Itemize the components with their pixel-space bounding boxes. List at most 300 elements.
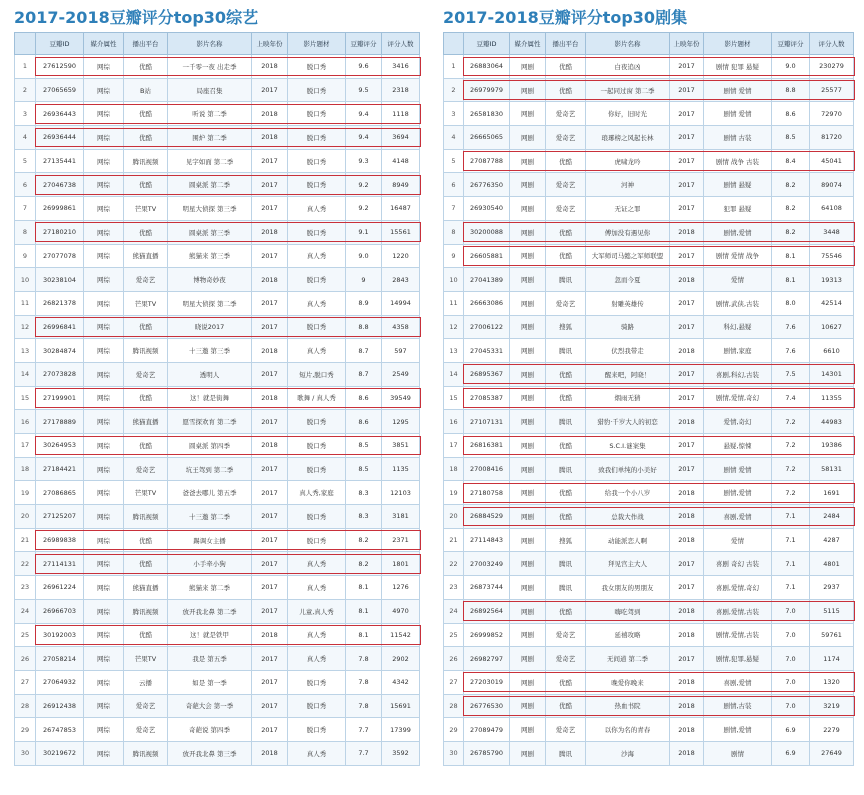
drama-cell-genre: 剧情,爱情 — [704, 718, 772, 742]
drama-cell-media-type: 网剧 — [510, 670, 546, 694]
drama-cell-title: 傅加没有遇见你 — [586, 220, 670, 244]
drama-cell-genre: 剧情 — [704, 741, 772, 765]
variety-cell-media-type: 网综 — [84, 291, 124, 315]
variety-cell-title: 局座召集 — [168, 78, 252, 102]
drama-cell-platform: 腾讯 — [546, 457, 586, 481]
drama-cell-title: 河神 — [586, 173, 670, 197]
drama-cell-rating-count: 72970 — [810, 102, 854, 126]
variety-cell-title: 圆桌派 第四季 — [168, 434, 252, 458]
drama-cell-title: S.C.I.谜案集 — [586, 434, 670, 458]
drama-cell-genre: 喜剧,科幻,古装 — [704, 362, 772, 386]
drama-cell-year: 2017 — [670, 315, 704, 339]
variety-cell-year: 2018 — [252, 623, 288, 647]
variety-cell-title: 透明人 — [168, 362, 252, 386]
variety-cell-title: 圆桌派 第二季 — [168, 173, 252, 197]
variety-cell-year: 2018 — [252, 741, 288, 765]
drama-cell-rating-count: 42514 — [810, 291, 854, 315]
drama-cell-score: 7.0 — [772, 647, 810, 671]
variety-cell-score: 8.6 — [346, 386, 382, 410]
variety-cell-platform: 云播 — [124, 670, 168, 694]
drama-cell-year: 2018 — [670, 623, 704, 647]
drama-cell-title: 我女朋友的男朋友 — [586, 576, 670, 600]
table-row — [15, 220, 420, 244]
drama-cell-year: 2018 — [670, 694, 704, 718]
drama-cell-douban-id: 27003249 — [464, 552, 510, 576]
drama-cell-media-type: 网剧 — [510, 457, 546, 481]
drama-cell-douban-id: 26776530 — [464, 694, 510, 718]
drama-cell-rating-count: 44983 — [810, 410, 854, 434]
drama-cell-score: 7.5 — [772, 362, 810, 386]
drama-cell-genre: 剧情,武侠,古装 — [704, 291, 772, 315]
variety-cell-media-type: 网综 — [84, 173, 124, 197]
variety-cell-platform: 优酷 — [124, 434, 168, 458]
variety-cell-year: 2017 — [252, 599, 288, 623]
variety-cell-score: 9.1 — [346, 220, 382, 244]
variety-cell-platform: 腾讯视频 — [124, 149, 168, 173]
variety-cell-rank: 22 — [15, 552, 36, 576]
drama-cell-rank: 28 — [444, 694, 464, 718]
drama-header-row — [444, 33, 854, 55]
variety-cell-year: 2018 — [252, 268, 288, 292]
variety-cell-rank: 30 — [15, 741, 36, 765]
variety-cell-platform: 芒果TV — [124, 291, 168, 315]
variety-cell-media-type: 网综 — [84, 481, 124, 505]
drama-cell-platform: 优酷 — [546, 220, 586, 244]
variety-cell-douban-id: 27199901 — [36, 386, 84, 410]
variety-cell-year: 2017 — [252, 173, 288, 197]
variety-cell-year: 2017 — [252, 670, 288, 694]
drama-cell-genre: 剧情 犯罪 悬疑 — [704, 55, 772, 79]
variety-cell-year: 2017 — [252, 362, 288, 386]
drama-cell-platform: 优酷 — [546, 434, 586, 458]
drama-cell-media-type: 网剧 — [510, 197, 546, 221]
drama-cell-score: 7.6 — [772, 339, 810, 363]
drama-cell-douban-id: 27041389 — [464, 268, 510, 292]
variety-cell-rating-count: 2549 — [382, 362, 420, 386]
variety-header-rating-count: 评分人数 — [382, 33, 420, 55]
drama-cell-platform: 优酷 — [546, 505, 586, 529]
drama-cell-douban-id: 26816381 — [464, 434, 510, 458]
variety-cell-year: 2018 — [252, 126, 288, 150]
drama-cell-rank: 17 — [444, 434, 464, 458]
drama-cell-score: 8.4 — [772, 149, 810, 173]
drama-cell-title: 射雕英雄传 — [586, 291, 670, 315]
variety-cell-genre: 脱口秀 — [288, 220, 346, 244]
drama-cell-year: 2017 — [670, 149, 704, 173]
table-row — [444, 741, 854, 765]
variety-cell-rank: 6 — [15, 173, 36, 197]
drama-table — [443, 32, 854, 766]
variety-cell-rank: 23 — [15, 576, 36, 600]
variety-cell-rating-count: 4358 — [382, 315, 420, 339]
variety-cell-rating-count: 597 — [382, 339, 420, 363]
variety-cell-genre: 脱口秀 — [288, 149, 346, 173]
variety-cell-platform: 优酷 — [124, 552, 168, 576]
variety-cell-platform: 优酷 — [124, 220, 168, 244]
drama-cell-platform: 优酷 — [546, 599, 586, 623]
variety-cell-platform: 熊猫直播 — [124, 244, 168, 268]
variety-cell-genre: 脱口秀 — [288, 55, 346, 79]
variety-cell-score: 9.2 — [346, 197, 382, 221]
table-row — [15, 481, 420, 505]
drama-cell-title: 沙海 — [586, 741, 670, 765]
drama-cell-genre: 剧情 爱情 战争 — [704, 244, 772, 268]
drama-cell-genre: 剧情,犯罪,悬疑 — [704, 647, 772, 671]
variety-cell-genre: 脱口秀 — [288, 102, 346, 126]
drama-cell-score: 7.2 — [772, 457, 810, 481]
drama-cell-platform: 优酷 — [546, 244, 586, 268]
drama-cell-title: 琅琊榜之风起长林 — [586, 126, 670, 150]
variety-cell-year: 2017 — [252, 78, 288, 102]
drama-cell-score: 8.5 — [772, 126, 810, 150]
drama-cell-title: 无间道 第二季 — [586, 647, 670, 671]
variety-cell-score: 8.5 — [346, 457, 382, 481]
variety-header-score: 豆瓣评分 — [346, 33, 382, 55]
drama-cell-score: 8.2 — [772, 220, 810, 244]
drama-cell-douban-id: 27085387 — [464, 386, 510, 410]
drama-cell-genre: 剧情 爱情 — [704, 78, 772, 102]
variety-cell-score: 9.2 — [346, 173, 382, 197]
variety-cell-year: 2017 — [252, 528, 288, 552]
variety-cell-title: 一千零一夜 出走季 — [168, 55, 252, 79]
drama-cell-media-type: 网剧 — [510, 244, 546, 268]
drama-cell-title: 给我一个小八岁 — [586, 481, 670, 505]
drama-cell-title: 骑路 — [586, 315, 670, 339]
drama-cell-year: 2017 — [670, 434, 704, 458]
drama-cell-score: 6.9 — [772, 718, 810, 742]
drama-cell-year: 2017 — [670, 291, 704, 315]
variety-cell-rating-count: 4342 — [382, 670, 420, 694]
drama-cell-rank: 25 — [444, 623, 464, 647]
drama-cell-genre: 喜剧,爱情 — [704, 505, 772, 529]
drama-cell-year: 2017 — [670, 647, 704, 671]
table-row — [444, 576, 854, 600]
variety-cell-rating-count: 1135 — [382, 457, 420, 481]
drama-cell-douban-id: 26873744 — [464, 576, 510, 600]
table-row — [15, 741, 420, 765]
variety-header-douban-id: 豆瓣ID — [36, 33, 84, 55]
drama-cell-rating-count: 89074 — [810, 173, 854, 197]
variety-cell-rank: 27 — [15, 670, 36, 694]
variety-cell-title: 十三邀 第二季 — [168, 505, 252, 529]
variety-cell-genre: 脱口秀 — [288, 268, 346, 292]
drama-cell-douban-id: 26982797 — [464, 647, 510, 671]
variety-cell-platform: 腾讯视频 — [124, 599, 168, 623]
variety-cell-media-type: 网综 — [84, 576, 124, 600]
variety-header-media-type: 媒介属性 — [84, 33, 124, 55]
variety-cell-rank: 21 — [15, 528, 36, 552]
variety-cell-douban-id: 27086865 — [36, 481, 84, 505]
variety-cell-title: 小手牵小狗 — [168, 552, 252, 576]
drama-cell-genre: 犯罪 悬疑 — [704, 197, 772, 221]
variety-cell-media-type: 网综 — [84, 457, 124, 481]
variety-cell-douban-id: 26966703 — [36, 599, 84, 623]
drama-cell-year: 2018 — [670, 670, 704, 694]
drama-cell-platform: 腾讯 — [546, 576, 586, 600]
drama-cell-media-type: 网剧 — [510, 315, 546, 339]
variety-cell-platform: 爱奇艺 — [124, 362, 168, 386]
variety-header-year: 上映年份 — [252, 33, 288, 55]
variety-cell-platform: 熊猫直播 — [124, 410, 168, 434]
variety-cell-title: 明星大侦探 第二季 — [168, 291, 252, 315]
drama-cell-year: 2017 — [670, 244, 704, 268]
variety-table — [14, 32, 420, 766]
variety-cell-score: 9 — [346, 268, 382, 292]
drama-cell-score: 7.0 — [772, 623, 810, 647]
variety-cell-douban-id: 26989838 — [36, 528, 84, 552]
variety-cell-rating-count: 1801 — [382, 552, 420, 576]
drama-cell-douban-id: 26930540 — [464, 197, 510, 221]
variety-cell-score: 8.5 — [346, 434, 382, 458]
variety-cell-media-type: 网综 — [84, 741, 124, 765]
drama-cell-media-type: 网剧 — [510, 410, 546, 434]
variety-cell-rating-count: 1276 — [382, 576, 420, 600]
variety-cell-rating-count: 39549 — [382, 386, 420, 410]
drama-cell-media-type: 网剧 — [510, 623, 546, 647]
drama-cell-genre: 剧情 战争 古装 — [704, 149, 772, 173]
variety-cell-douban-id: 27046738 — [36, 173, 84, 197]
variety-cell-rating-count: 3416 — [382, 55, 420, 79]
drama-cell-rating-count: 25577 — [810, 78, 854, 102]
variety-cell-rank: 3 — [15, 102, 36, 126]
drama-cell-media-type: 网剧 — [510, 576, 546, 600]
drama-cell-rank: 26 — [444, 647, 464, 671]
variety-cell-title: 放开我北鼻 第三季 — [168, 741, 252, 765]
variety-cell-douban-id: 27065659 — [36, 78, 84, 102]
table-row — [15, 173, 420, 197]
variety-header-row — [15, 33, 420, 55]
drama-cell-rating-count: 10627 — [810, 315, 854, 339]
variety-cell-year: 2018 — [252, 55, 288, 79]
table-row — [444, 410, 854, 434]
drama-cell-platform: 爱奇艺 — [546, 647, 586, 671]
drama-cell-platform: 爱奇艺 — [546, 197, 586, 221]
variety-cell-media-type: 网综 — [84, 268, 124, 292]
drama-header-genre: 影片题材 — [704, 33, 772, 55]
drama-cell-genre: 喜剧 奇幻 古装 — [704, 552, 772, 576]
drama-cell-rank: 24 — [444, 599, 464, 623]
variety-cell-rank: 20 — [15, 505, 36, 529]
drama-cell-rank: 30 — [444, 741, 464, 765]
variety-cell-douban-id: 27114131 — [36, 552, 84, 576]
variety-cell-rank: 2 — [15, 78, 36, 102]
table-row — [444, 173, 854, 197]
variety-cell-platform: 优酷 — [124, 55, 168, 79]
variety-cell-rating-count: 12103 — [382, 481, 420, 505]
variety-cell-douban-id: 26912438 — [36, 694, 84, 718]
table-row — [15, 362, 420, 386]
drama-cell-rank: 20 — [444, 505, 464, 529]
drama-cell-year: 2017 — [670, 102, 704, 126]
drama-cell-year: 2018 — [670, 481, 704, 505]
drama-cell-genre: 爱情,奇幻 — [704, 410, 772, 434]
drama-cell-rating-count: 81720 — [810, 126, 854, 150]
variety-cell-score: 8.9 — [346, 291, 382, 315]
drama-cell-douban-id: 27006122 — [464, 315, 510, 339]
variety-cell-genre: 真人秀 — [288, 623, 346, 647]
variety-cell-score: 7.8 — [346, 647, 382, 671]
variety-cell-score: 9.5 — [346, 78, 382, 102]
drama-cell-douban-id: 27114843 — [464, 528, 510, 552]
table-row — [444, 647, 854, 671]
drama-cell-platform: 腾讯 — [546, 741, 586, 765]
table-row — [444, 718, 854, 742]
variety-cell-score: 8.7 — [346, 339, 382, 363]
variety-cell-year: 2017 — [252, 244, 288, 268]
drama-cell-score: 8.6 — [772, 102, 810, 126]
variety-cell-score: 9.4 — [346, 126, 382, 150]
drama-title: 2017-2018豆瓣评分top30剧集 — [443, 8, 688, 27]
drama-cell-douban-id: 27045331 — [464, 339, 510, 363]
variety-cell-genre: 脱口秀 — [288, 670, 346, 694]
variety-cell-rank: 9 — [15, 244, 36, 268]
drama-cell-genre: 剧情,爱情 — [704, 481, 772, 505]
drama-cell-title: 拜见宫主大人 — [586, 552, 670, 576]
variety-cell-year: 2017 — [252, 505, 288, 529]
variety-cell-genre: 真人秀 — [288, 197, 346, 221]
drama-cell-rank: 8 — [444, 220, 464, 244]
variety-cell-rank: 12 — [15, 315, 36, 339]
variety-cell-media-type: 网综 — [84, 149, 124, 173]
drama-cell-genre: 剧情 爱情 — [704, 102, 772, 126]
variety-cell-title: 熊猫来 第二季 — [168, 576, 252, 600]
variety-cell-score: 9.6 — [346, 55, 382, 79]
variety-cell-platform: 爱奇艺 — [124, 268, 168, 292]
variety-cell-title: 围炉 第二季 — [168, 126, 252, 150]
variety-cell-year: 2017 — [252, 647, 288, 671]
variety-cell-genre: 真人秀 — [288, 552, 346, 576]
table-row — [444, 291, 854, 315]
drama-cell-year: 2017 — [670, 552, 704, 576]
drama-cell-rating-count: 3448 — [810, 220, 854, 244]
table-row — [444, 268, 854, 292]
drama-cell-score: 8.0 — [772, 291, 810, 315]
drama-cell-title: 你好，旧时光 — [586, 102, 670, 126]
drama-cell-genre: 剧情,爱情 — [704, 220, 772, 244]
variety-cell-douban-id: 30192003 — [36, 623, 84, 647]
table-row — [444, 434, 854, 458]
drama-cell-rank: 5 — [444, 149, 464, 173]
drama-cell-rank: 11 — [444, 291, 464, 315]
variety-cell-media-type: 网综 — [84, 552, 124, 576]
variety-cell-title: 晓说2017 — [168, 315, 252, 339]
drama-cell-platform: 优酷 — [546, 481, 586, 505]
drama-cell-year: 2017 — [670, 457, 704, 481]
variety-cell-title: 放开我北鼻 第二季 — [168, 599, 252, 623]
drama-cell-title: 热血书院 — [586, 694, 670, 718]
drama-cell-title: 致我们单纯的小美好 — [586, 457, 670, 481]
variety-cell-title: 明星大侦探 第三季 — [168, 197, 252, 221]
drama-cell-genre: 剧情,古装 — [704, 694, 772, 718]
variety-cell-douban-id: 30284874 — [36, 339, 84, 363]
drama-cell-media-type: 网剧 — [510, 505, 546, 529]
variety-cell-rank: 8 — [15, 220, 36, 244]
variety-cell-rating-count: 3851 — [382, 434, 420, 458]
variety-header-title: 影片名称 — [168, 33, 252, 55]
drama-cell-genre: 剧情 爱情 — [704, 457, 772, 481]
variety-cell-media-type: 网综 — [84, 694, 124, 718]
drama-cell-rating-count: 2279 — [810, 718, 854, 742]
drama-cell-platform: 优酷 — [546, 149, 586, 173]
variety-cell-platform: 芒果TV — [124, 647, 168, 671]
variety-cell-year: 2017 — [252, 197, 288, 221]
variety-cell-year: 2018 — [252, 339, 288, 363]
drama-cell-title: 嗨吃驾到 — [586, 599, 670, 623]
variety-cell-genre: 脱口秀 — [288, 434, 346, 458]
variety-cell-media-type: 网综 — [84, 434, 124, 458]
drama-panel — [443, 0, 853, 766]
table-row — [15, 339, 420, 363]
table-row — [444, 126, 854, 150]
drama-cell-douban-id: 26883064 — [464, 55, 510, 79]
variety-cell-title: 愿雪探欢育 第二季 — [168, 410, 252, 434]
drama-cell-rating-count: 11355 — [810, 386, 854, 410]
variety-cell-douban-id: 27135441 — [36, 149, 84, 173]
variety-cell-platform: 熊猫直播 — [124, 576, 168, 600]
drama-cell-platform: 爱奇艺 — [546, 126, 586, 150]
drama-cell-score: 7.0 — [772, 694, 810, 718]
drama-cell-rating-count: 75546 — [810, 244, 854, 268]
drama-cell-douban-id: 27180758 — [464, 481, 510, 505]
drama-cell-platform: 搜狐 — [546, 315, 586, 339]
drama-cell-year: 2018 — [670, 220, 704, 244]
variety-cell-score: 7.8 — [346, 694, 382, 718]
drama-cell-rating-count: 19313 — [810, 268, 854, 292]
variety-cell-douban-id: 27178889 — [36, 410, 84, 434]
variety-cell-genre: 真人秀,家庭 — [288, 481, 346, 505]
drama-cell-media-type: 网剧 — [510, 552, 546, 576]
variety-cell-title: 圆桌派 第三季 — [168, 220, 252, 244]
variety-cell-rating-count: 3592 — [382, 741, 420, 765]
variety-cell-genre: 短片,脱口秀 — [288, 362, 346, 386]
drama-cell-rating-count: 4287 — [810, 528, 854, 552]
table-row — [444, 315, 854, 339]
drama-cell-title: 动能派恋人啊 — [586, 528, 670, 552]
variety-cell-genre: 真人秀 — [288, 741, 346, 765]
variety-cell-title: 踢调女主播 — [168, 528, 252, 552]
variety-cell-platform: 爱奇艺 — [124, 718, 168, 742]
variety-cell-genre: 真人秀 — [288, 244, 346, 268]
variety-cell-score: 8.7 — [346, 362, 382, 386]
table-row — [444, 552, 854, 576]
variety-cell-douban-id: 27125207 — [36, 505, 84, 529]
variety-cell-title: 博物奇妙夜 — [168, 268, 252, 292]
variety-cell-rank: 15 — [15, 386, 36, 410]
variety-cell-title: 这！就是铁甲 — [168, 623, 252, 647]
variety-cell-rank: 10 — [15, 268, 36, 292]
variety-cell-douban-id: 30238104 — [36, 268, 84, 292]
variety-cell-score: 7.8 — [346, 670, 382, 694]
variety-panel — [14, 0, 419, 766]
table-row — [444, 599, 854, 623]
drama-cell-score: 7.2 — [772, 410, 810, 434]
drama-cell-genre: 剧情,家庭 — [704, 339, 772, 363]
drama-cell-platform: 优酷 — [546, 78, 586, 102]
variety-cell-year: 2017 — [252, 457, 288, 481]
variety-cell-rank: 5 — [15, 149, 36, 173]
drama-cell-score: 7.1 — [772, 576, 810, 600]
drama-cell-rank: 15 — [444, 386, 464, 410]
table-row — [15, 149, 420, 173]
drama-cell-douban-id: 26785790 — [464, 741, 510, 765]
variety-cell-year: 2017 — [252, 694, 288, 718]
variety-cell-rating-count: 11542 — [382, 623, 420, 647]
variety-cell-media-type: 网综 — [84, 78, 124, 102]
table-row — [444, 102, 854, 126]
drama-cell-platform: 爱奇艺 — [546, 102, 586, 126]
drama-cell-score: 8.2 — [772, 173, 810, 197]
variety-cell-score: 9.0 — [346, 244, 382, 268]
